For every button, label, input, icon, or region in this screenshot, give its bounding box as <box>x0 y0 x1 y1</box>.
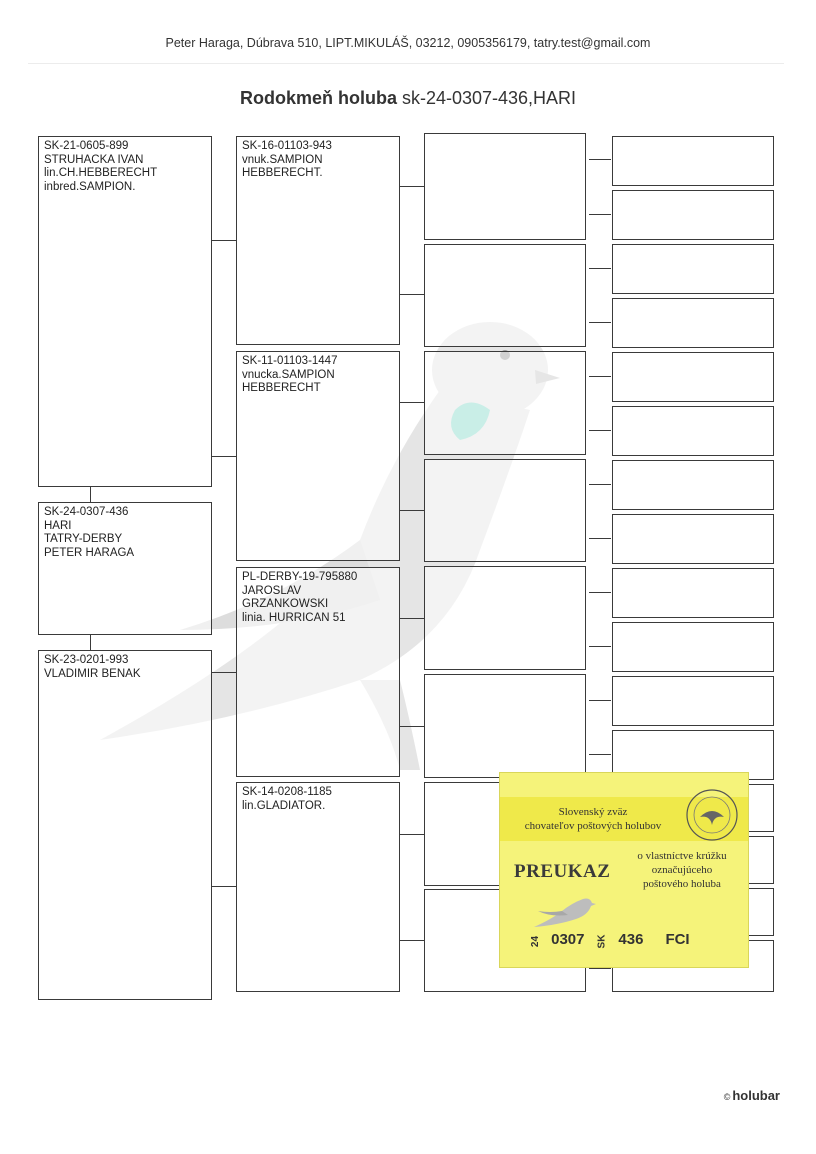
card-title: PREUKAZ <box>514 861 611 882</box>
ancestor-box-c4 <box>612 676 774 726</box>
connector <box>589 430 611 431</box>
dam-box <box>38 650 212 1000</box>
sire-line-3: lin.CH.HEBBERECHT <box>44 167 158 179</box>
ancestor-box-c4 <box>612 568 774 618</box>
ancestor-box-c3 <box>424 351 586 455</box>
ancestor-box-c4 <box>612 136 774 186</box>
connector <box>589 700 611 701</box>
ancestor-box-c4 <box>612 406 774 456</box>
pigeon-line-2: HARI <box>44 519 72 532</box>
gp2-line-3: HEBBERECHT <box>242 382 321 394</box>
ring-number <box>530 931 700 948</box>
ring-year: 24 <box>530 935 542 948</box>
gp1-line-1: SK-16-01103-943 <box>242 140 332 152</box>
connector <box>589 754 611 755</box>
connector <box>589 968 611 969</box>
ancestor-box-c4 <box>612 352 774 402</box>
connector <box>400 402 424 403</box>
copyright-mark: © <box>723 1092 731 1102</box>
ring-fci: FCI <box>665 931 690 948</box>
gp2-line-1: SK-11-01103-1447 <box>242 355 338 367</box>
ancestor-box-c3 <box>424 566 586 670</box>
sire-line-2: STRUHACKA IVAN <box>44 153 144 166</box>
pigeon-line-1: SK-24-0307-436 <box>44 506 129 518</box>
connector <box>90 635 91 650</box>
header-divider <box>28 63 784 64</box>
card-desc-line-2: označujúceho <box>651 864 713 876</box>
connector <box>400 834 424 835</box>
ancestor-box-c4 <box>612 514 774 564</box>
ring-serial: 0307 <box>551 931 585 948</box>
gp3-line-4: linia. HURRICAN 51 <box>242 611 346 624</box>
grandparent-box-2 <box>236 351 400 561</box>
sire-line-1: SK-21-0605-899 <box>44 140 129 152</box>
card-desc-line-1: o vlastníctve krúžku <box>637 850 727 862</box>
connector <box>589 322 611 323</box>
ancestor-box-c3 <box>424 133 586 240</box>
pigeon-box <box>38 502 212 635</box>
card-organization <box>508 805 678 833</box>
card-org-line-2: chovateľov poštových holubov <box>524 820 662 832</box>
gp3-line-2: JAROSLAV <box>242 584 302 597</box>
ownership-card <box>499 772 749 968</box>
grandparent-box-1 <box>236 136 400 345</box>
gp4-line-2: lin.GLADIATOR. <box>242 799 326 812</box>
dam-line-1: SK-23-0201-993 <box>44 654 129 666</box>
dam-line-2: VLADIMIR BENAK <box>44 667 141 680</box>
connector <box>212 672 236 673</box>
connector <box>589 268 611 269</box>
ancestor-box-c4 <box>612 622 774 672</box>
connector <box>589 484 611 485</box>
connector <box>589 214 611 215</box>
connector <box>400 940 424 941</box>
contact-header: Peter Haraga, Dúbrava 510, LIPT.MIKULÁŠ, 03212, 0905356179, tatry.test@gmail.com <box>165 36 651 50</box>
gp3-line-1: PL-DERBY-19-795880 <box>242 571 358 583</box>
connector <box>400 510 424 511</box>
connector <box>212 456 236 457</box>
title-ring: sk-24-0307-436,HARI <box>396 88 577 108</box>
pigeon-icon <box>528 891 598 931</box>
gp4-line-1: SK-14-0208-1185 <box>242 786 332 798</box>
page-title <box>0 88 816 109</box>
ancestor-box-c3 <box>424 244 586 347</box>
card-description <box>624 849 740 891</box>
sire-box <box>38 136 212 487</box>
connector <box>400 186 424 187</box>
connector <box>90 487 91 502</box>
ring-id: 436 <box>618 931 644 948</box>
logo-text: holubar <box>732 1088 780 1103</box>
gp3-line-3: GRZANKOWSKI <box>242 598 329 610</box>
ancestor-box-c3 <box>424 459 586 562</box>
pigeon-line-3: TATRY-DERBY <box>44 533 123 545</box>
ancestor-box-c4 <box>612 298 774 348</box>
title-bold: Rodokmeň holuba <box>239 88 397 108</box>
grandparent-box-3 <box>236 567 400 777</box>
ancestor-box-c4 <box>612 460 774 510</box>
ancestor-box-c3 <box>424 674 586 778</box>
connector <box>212 886 236 887</box>
connector <box>212 240 236 241</box>
connector <box>589 376 611 377</box>
gp1-line-3: HEBBERECHT. <box>242 167 323 179</box>
ancestor-box-c4 <box>612 190 774 240</box>
card-desc-line-3: poštového holuba <box>643 878 721 890</box>
connector <box>400 726 424 727</box>
gp1-line-2: vnuk.SAMPION <box>242 153 323 166</box>
connector <box>589 646 611 647</box>
card-org-line-1: Slovenský zväz <box>558 806 628 818</box>
connector <box>589 538 611 539</box>
gp2-line-2: vnucka.SAMPION <box>242 368 335 381</box>
connector <box>400 618 424 619</box>
pigeon-line-4: PETER HARAGA <box>44 546 135 559</box>
sire-line-4: inbred.SAMPION. <box>44 180 136 193</box>
connector <box>589 159 611 160</box>
connector <box>400 294 424 295</box>
association-seal-icon <box>684 787 740 843</box>
ring-country: SK <box>595 934 607 949</box>
holubar-logo <box>724 1088 780 1103</box>
grandparent-box-4 <box>236 782 400 992</box>
connector <box>589 592 611 593</box>
ancestor-box-c4 <box>612 244 774 294</box>
